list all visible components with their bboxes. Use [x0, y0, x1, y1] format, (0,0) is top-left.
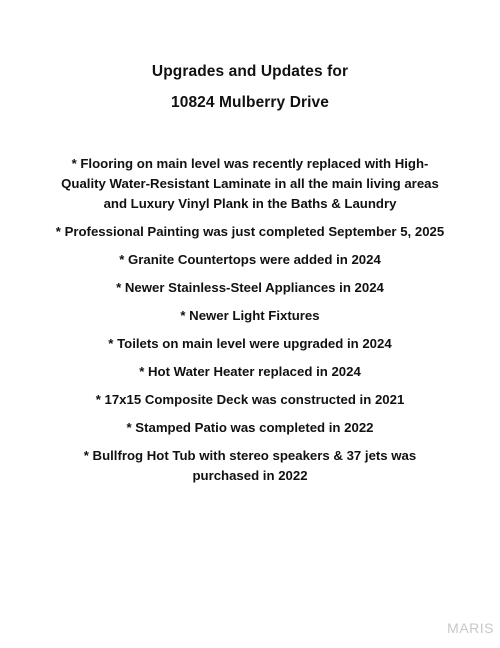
upgrade-item — [40, 222, 460, 242]
upgrade-item-line: purchased in 2022 — [192, 468, 308, 483]
upgrade-item-line: * Granite Countertops were added in 2024 — [119, 252, 381, 267]
upgrade-item — [40, 446, 460, 486]
upgrade-item-line: * Bullfrog Hot Tub with stereo speakers & 37 jets was — [83, 448, 417, 463]
upgrade-item-line: * Toilets on main level were upgraded in 2024 — [108, 336, 392, 351]
upgrades-list — [40, 154, 460, 486]
upgrade-item-line: * Newer Stainless-Steel Appliances in 2024 — [116, 280, 384, 295]
upgrade-item-line: * 17x15 Composite Deck was constructed in 2021 — [95, 392, 405, 407]
upgrade-item — [40, 154, 460, 214]
upgrade-item-line: * Flooring on main level was recently replaced with High- — [71, 156, 429, 171]
upgrade-item — [40, 362, 460, 382]
document-title-line-1: Upgrades and Updates for — [151, 63, 349, 80]
upgrade-item-line: and Luxury Vinyl Plank in the Baths & Laundry — [103, 196, 397, 211]
upgrade-item — [40, 418, 460, 438]
document-title-line-2: 10824 Mulberry Drive — [171, 94, 329, 111]
upgrade-item — [40, 334, 460, 354]
upgrade-item-line: * Newer Light Fixtures — [180, 308, 320, 323]
upgrade-item — [40, 306, 460, 326]
maris-watermark: MARIS — [447, 620, 494, 636]
upgrade-item-line: * Stamped Patio was completed in 2022 — [126, 420, 374, 435]
upgrade-item — [40, 250, 460, 270]
upgrade-item-line: Quality Water-Resistant Laminate in all the main living areas — [61, 176, 439, 191]
upgrade-item-line: * Professional Painting was just completed September 5, 2025 — [55, 224, 445, 239]
upgrade-item-line: * Hot Water Heater replaced in 2024 — [139, 364, 361, 379]
upgrade-item — [40, 278, 460, 298]
upgrade-item — [40, 390, 460, 410]
